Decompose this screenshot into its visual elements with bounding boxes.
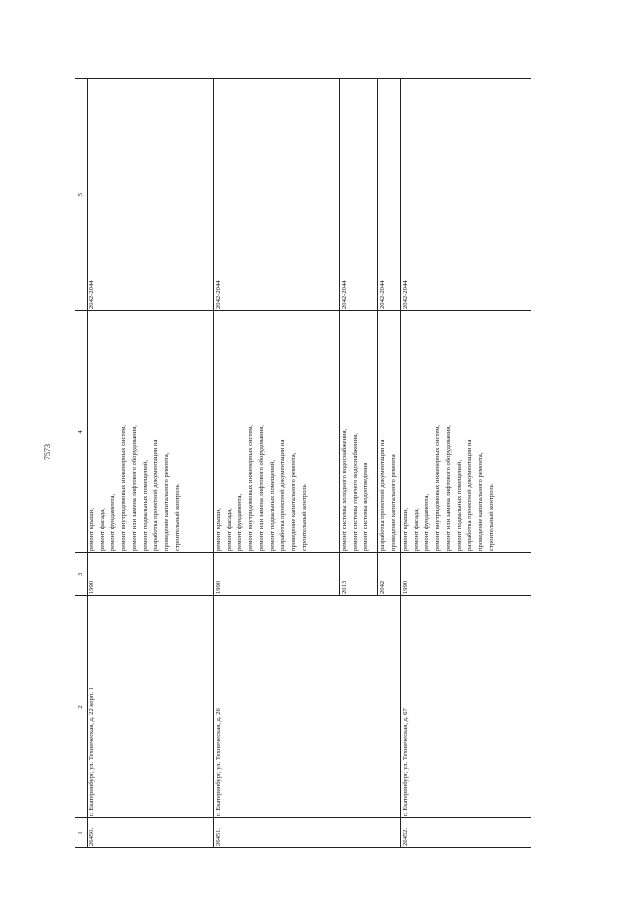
work-line: проведение капитального ремонта, xyxy=(289,452,297,551)
table-border xyxy=(75,847,531,848)
row-divider xyxy=(213,78,214,848)
work-line: строительный контроль xyxy=(487,484,495,551)
work-line: проведение капитального ремонта, xyxy=(162,452,170,551)
work-line: разработка проектной документации на xyxy=(379,439,386,551)
work-line: проведение капитального ремонта xyxy=(389,454,397,551)
work-line: ремонт внутридомовых инженерных систем, xyxy=(120,424,128,551)
row-works xyxy=(401,311,497,553)
subrow-divider xyxy=(377,78,378,596)
row-year: 1990 xyxy=(402,580,409,594)
work-line: ремонт фасада, xyxy=(98,508,106,551)
work-line: ремонт крыши, xyxy=(215,508,222,551)
row-address: г. Екатеринбург, ул. Техническая, д. 67 xyxy=(402,708,409,816)
row-year: 1990 xyxy=(215,580,222,594)
work-line: ремонт крыши, xyxy=(402,508,409,551)
work-line: строительный контроль xyxy=(173,484,181,551)
column-divider xyxy=(75,310,531,311)
row-year: 1990 xyxy=(88,580,95,594)
rotated-table xyxy=(75,78,531,848)
work-line: ремонт системы холодного водоснабжения, xyxy=(341,428,348,551)
header-rule xyxy=(87,78,88,848)
page-number: 7573 xyxy=(43,444,52,460)
row-period: 2042-2044 xyxy=(341,280,348,309)
row-number: 26451. xyxy=(215,827,222,846)
work-line: ремонт подвальных помещений, xyxy=(268,460,276,551)
work-line: ремонт системы водоотведения xyxy=(362,462,370,551)
work-line: ремонт подвальных помещений, xyxy=(455,460,463,551)
header-col-4: 4 xyxy=(77,430,84,434)
work-line: строительный контроль xyxy=(300,484,308,551)
header-col-2: 2 xyxy=(77,705,84,709)
work-line: разработка проектной документации на xyxy=(466,439,474,551)
row-works xyxy=(214,311,310,553)
work-line: ремонт фундамента, xyxy=(109,493,117,551)
row-number: 26450. xyxy=(88,827,95,846)
row-period: 2042-2044 xyxy=(215,280,222,309)
row-works xyxy=(87,311,183,553)
row-divider xyxy=(400,78,401,848)
row-number: 26452. xyxy=(402,827,409,846)
row-period: 2042-2044 xyxy=(88,280,95,309)
work-line: ремонт или замена лифтового оборудования, xyxy=(444,425,452,551)
row-address: г. Екатеринбург, ул. Техническая, д. 26 xyxy=(215,708,222,816)
column-divider xyxy=(75,817,531,818)
table-border xyxy=(75,78,531,79)
row-works xyxy=(340,311,372,553)
work-line: ремонт или замена лифтового оборудования, xyxy=(257,425,265,551)
row-year: 2013 xyxy=(341,580,348,594)
work-line: ремонт системы горячего водоснабжения, xyxy=(351,433,359,551)
column-divider xyxy=(75,552,531,553)
work-line: ремонт фасада, xyxy=(412,508,420,551)
column-divider xyxy=(75,595,531,596)
header-col-1: 1 xyxy=(77,831,84,835)
subrow-divider xyxy=(339,78,340,596)
work-line: ремонт фундамента, xyxy=(236,493,244,551)
work-line: ремонт или замена лифтового оборудования, xyxy=(130,425,138,551)
row-works xyxy=(378,311,399,553)
row-year: 2042 xyxy=(379,580,386,594)
work-line: ремонт внутридомовых инженерных систем, xyxy=(247,424,255,551)
work-line: разработка проектной документации на xyxy=(152,439,160,551)
work-line: ремонт крыши, xyxy=(88,508,95,551)
row-period: 2042-2044 xyxy=(379,280,386,309)
header-col-3: 3 xyxy=(77,572,84,577)
row-address: г. Екатеринбург, ул. Техническая, д. 22 корп. 1 xyxy=(88,687,95,816)
work-line: ремонт фундамента, xyxy=(423,493,431,551)
work-line: разработка проектной документации на xyxy=(279,439,287,551)
work-line: ремонт фасада, xyxy=(225,508,233,551)
row-period: 2042-2044 xyxy=(402,280,409,309)
work-line: ремонт внутридомовых инженерных систем, xyxy=(434,424,442,551)
work-line: ремонт подвальных помещений, xyxy=(141,460,149,551)
work-line: проведение капитального ремонта, xyxy=(476,452,484,551)
header-col-5: 5 xyxy=(77,192,84,197)
